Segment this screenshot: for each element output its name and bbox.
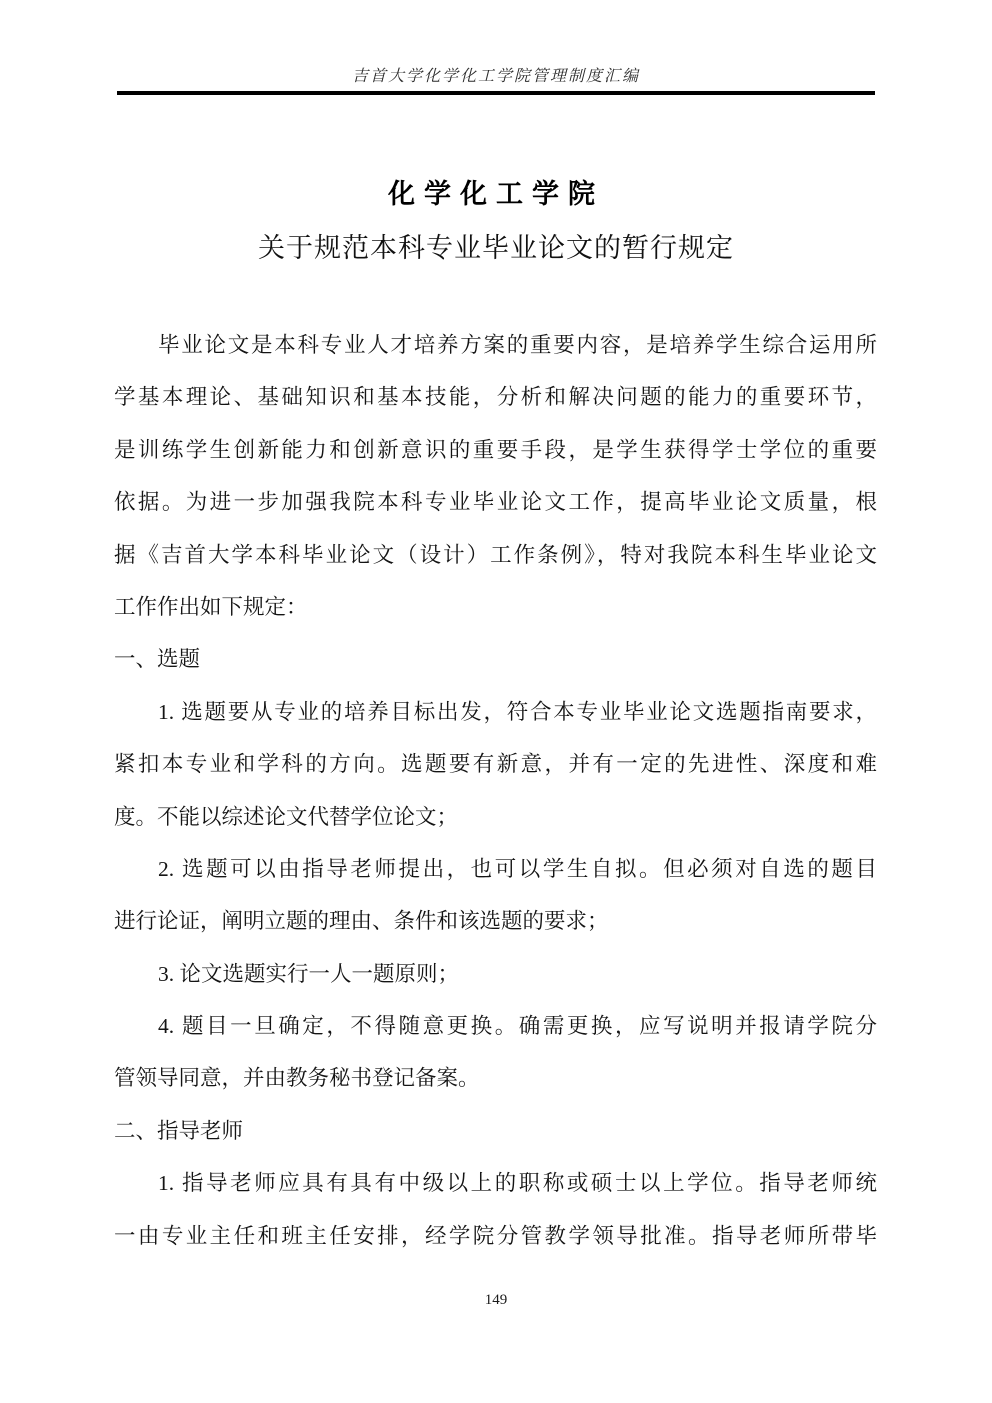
body-line: 一、选题	[114, 647, 201, 672]
body-line: 1. 指导老师应具有具有中级以上的职称或硕士以上学位。指导老师统	[158, 1171, 877, 1196]
document-title: 关于规范本科专业毕业论文的暂行规定	[258, 233, 734, 263]
body-line: 二、指导老师	[114, 1118, 244, 1143]
body-line: 度。不能以综述论文代替学位论文；	[114, 804, 459, 829]
body-line: 据《吉首大学本科毕业论文（设计）工作条例》，特对我院本科生毕业论文	[114, 542, 877, 567]
body-line: 4. 题目一旦确定，不得随意更换。确需更换，应写说明并报请学院分	[158, 1014, 877, 1039]
page-number: 149	[484, 1292, 508, 1308]
body-line: 工作作出如下规定：	[114, 594, 308, 619]
body-line: 是训练学生创新能力和创新意识的重要手段，是学生获得学士学位的重要	[114, 437, 877, 462]
college-title: 化学化工学院	[388, 179, 604, 209]
body-line: 3. 论文选题实行一人一题原则；	[158, 961, 460, 986]
body-line: 毕业论文是本科专业人才培养方案的重要内容，是培养学生综合运用所	[158, 333, 877, 357]
body-line: 依据。为进一步加强我院本科专业毕业论文工作，提高毕业论文质量，根	[114, 490, 877, 515]
body-lines	[114, 319, 877, 1262]
header-rule	[117, 91, 875, 95]
body-line: 2. 选题可以由指导老师提出，也可以学生自拟。但必须对自选的题目	[158, 856, 877, 881]
body-line: 学基本理论、基础知识和基本技能，分析和解决问题的能力的重要环节，	[114, 385, 877, 410]
body-line: 进行论证，阐明立题的理由、条件和该选题的要求；	[114, 909, 609, 934]
body-line: 紧扣本专业和学科的方向。选题要有新意，并有一定的先进性、深度和难	[114, 752, 877, 777]
running-header: 吉首大学化学化工学院管理制度汇编	[351, 68, 640, 85]
body-line: 一由专业主任和班主任安排，经学院分管教学领导批准。指导老师所带毕	[114, 1223, 877, 1248]
body-line: 管领导同意，并由教务秘书登记备案。	[114, 1066, 480, 1091]
body-line: 1. 选题要从专业的培养目标出发，符合本专业毕业论文选题指南要求，	[158, 699, 877, 724]
